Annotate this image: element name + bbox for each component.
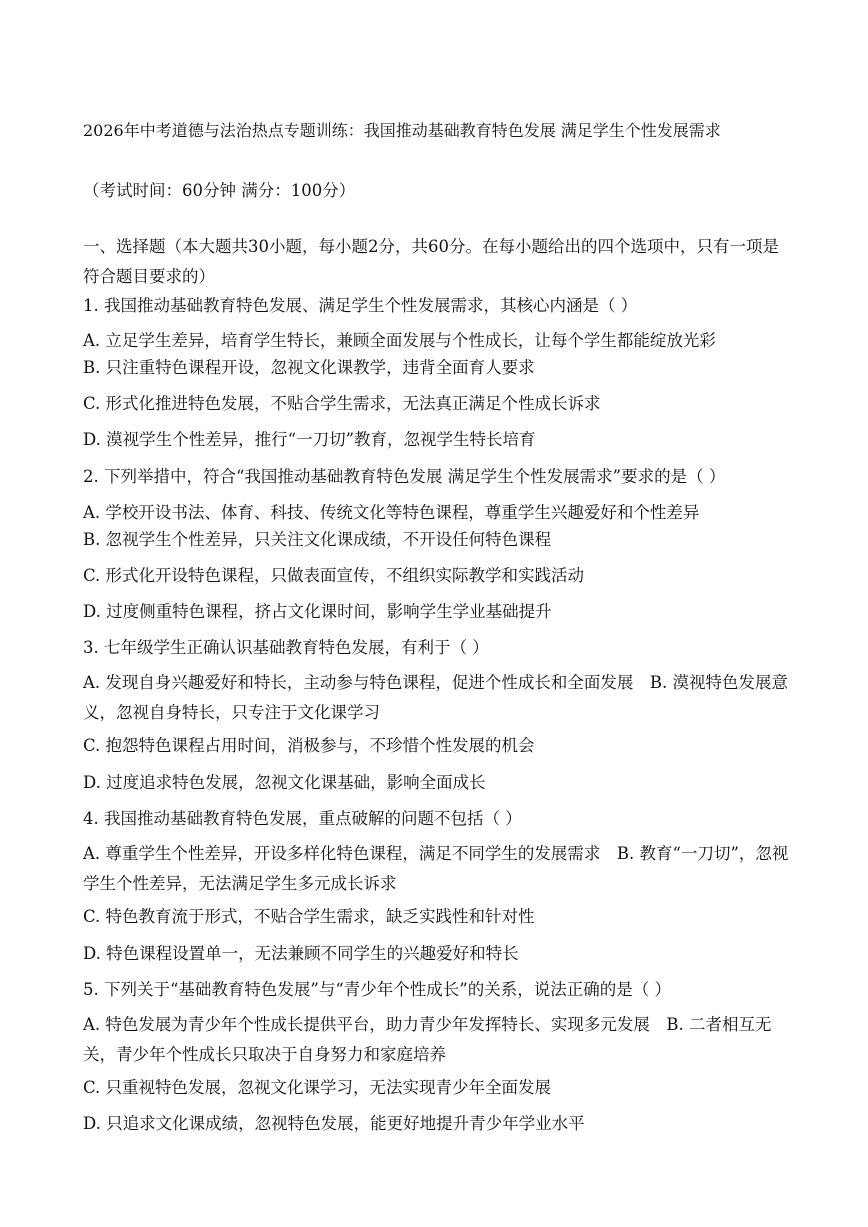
question-3-option-c: C. 抱怨特色课程占用时间，消极参与，不珍惜个性发展的机会 — [83, 736, 535, 755]
question-1-option-c: C. 形式化推进特色发展，不贴合学生需求，无法真正满足个性成长诉求 — [83, 394, 601, 413]
question-5-stem: 5. 下列关于“基础教育特色发展”与“青少年个性成长”的关系，说法正确的是（ ） — [83, 980, 671, 999]
question-1-stem: 1. 我国推动基础教育特色发展、满足学生个性发展需求，其核心内涵是（ ） — [83, 296, 638, 315]
section-heading: 一、选择题（本大题共30小题，每小题2分，共60分。在每小题给出的四个选项中，只有一项是符合题目要求的） — [83, 237, 779, 286]
question-3-stem: 3. 七年级学生正确认识基础教育特色发展，有利于（ ） — [83, 638, 489, 657]
question-4-option-d: D. 特色课程设置单一，无法兼顾不同学生的兴趣爱好和特长 — [83, 944, 519, 963]
question-5-option-c: C. 只重视特色发展，忽视文化课学习，无法实现青少年全面发展 — [83, 1078, 552, 1097]
question-5-options-ab: A. 特色发展为青少年个性成长提供平台，助力青少年发挥特长、实现多元发展 B. 二者相互无关，青少年个性成长只取决于自身努力和家庭培养 — [83, 1015, 772, 1064]
document-title: 2026年中考道德与法治热点专题训练：我国推动基础教育特色发展 满足学生个性发展需求 — [83, 121, 721, 140]
question-1-option-b: B. 只注重特色课程开设，忽视文化课教学，违背全面育人要求 — [83, 358, 535, 377]
question-2-option-b: B. 忽视学生个性差异，只关注文化课成绩，不开设任何特色课程 — [83, 530, 552, 549]
question-2-option-a: A. 学校开设书法、体育、科技、传统文化等特色课程，尊重学生兴趣爱好和个性差异 — [83, 503, 700, 522]
question-3-options-ab: A. 发现自身兴趣爱好和特长，主动参与特色课程，促进个性成长和全面发展 B. 漠视特色发展意义，忽视自身特长，只专注于文化课学习 — [83, 673, 789, 722]
question-2-option-d: D. 过度侧重特色课程，挤占文化课时间，影响学生学业基础提升 — [83, 602, 552, 621]
question-2-stem: 2. 下列举措中，符合“我国推动基础教育特色发展 满足学生个性发展需求”要求的是（ ） — [83, 467, 726, 486]
question-2-option-c: C. 形式化开设特色课程，只做表面宣传，不组织实际教学和实践活动 — [83, 566, 585, 585]
question-4-options-ab: A. 尊重学生个性差异，开设多样化特色课程，满足不同学生的发展需求 B. 教育“一刀切”，忽视学生个性差异，无法满足学生多元成长诉求 — [83, 844, 789, 893]
question-1-option-a: A. 立足学生差异，培育学生特长，兼顾全面发展与个性成长，让每个学生都能绽放光彩 — [83, 331, 716, 350]
question-4-stem: 4. 我国推动基础教育特色发展，重点破解的问题不包括（ ） — [83, 809, 522, 828]
exam-info: （考试时间：60分钟 满分：100分） — [83, 181, 356, 200]
question-3-option-d: D. 过度追求特色发展，忽视文化课基础，影响全面成长 — [83, 773, 486, 792]
question-4-option-c: C. 特色教育流于形式，不贴合学生需求，缺乏实践性和针对性 — [83, 907, 535, 926]
question-5-option-d: D. 只追求文化课成绩，忽视特色发展，能更好地提升青少年学业水平 — [83, 1114, 585, 1133]
question-1-option-d: D. 漠视学生个性差异，推行“一刀切”教育，忽视学生特长培育 — [83, 430, 536, 449]
